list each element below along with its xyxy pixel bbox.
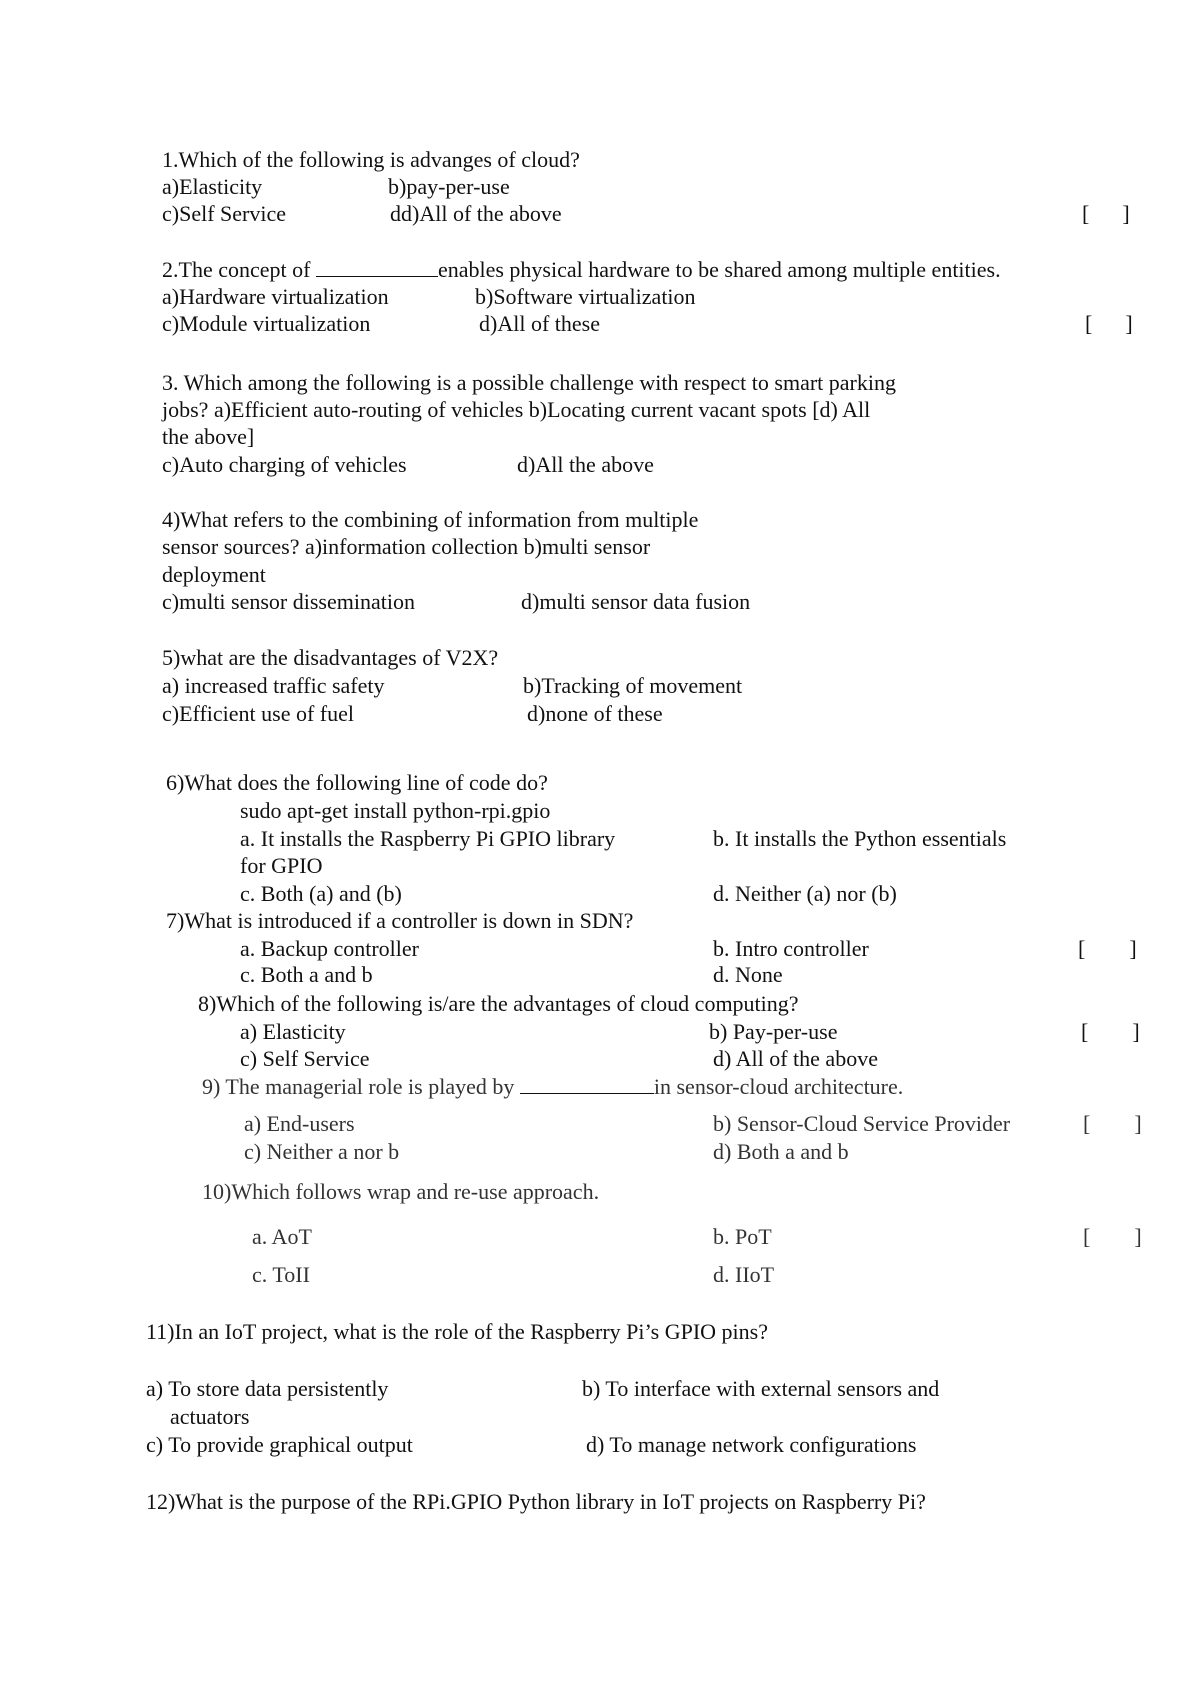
q8-option-a: a) Elasticity — [240, 1019, 346, 1044]
q9-option-a: a) End-users — [244, 1111, 355, 1136]
q4-stem-line2: sensor sources? a)information collection b)multi sensor — [162, 534, 651, 559]
q9-option-b: b) Sensor-Cloud Service Provider — [713, 1111, 1011, 1136]
q7-stem: 7)What is introduced if a controller is down in SDN? — [166, 908, 634, 933]
q11-option-c: c) To provide graphical output — [146, 1432, 413, 1457]
q2-option-a: a)Hardware virtualization — [162, 284, 389, 309]
q11-stem: 11)In an IoT project, what is the role of the Raspberry Pi’s GPIO pins? — [146, 1319, 768, 1344]
q10-option-b: b. PoT — [713, 1224, 772, 1249]
q5-option-d: d)none of these — [527, 701, 663, 726]
q5-option-b: b)Tracking of movement — [523, 673, 743, 698]
q6-option-a-cont: for GPIO — [240, 853, 323, 878]
q4-stem-line3: deployment — [162, 562, 266, 587]
q1-option-a: a)Elasticity — [162, 174, 263, 199]
q2-stem — [162, 257, 1001, 283]
q1-option-d: dd)All of the above — [390, 201, 562, 226]
q8-option-b: b) Pay-per-use — [709, 1019, 838, 1044]
q8-stem: 8)Which of the following is/are the advantages of cloud computing? — [198, 991, 799, 1016]
q2-answer-box: [ ] — [1085, 311, 1133, 336]
q6-option-b: b. It installs the Python essentials — [713, 826, 1007, 851]
q8-option-d: d) All of the above — [713, 1046, 878, 1071]
q7-option-b: b. Intro controller — [713, 936, 869, 961]
q6-option-a: a. It installs the Raspberry Pi GPIO library — [240, 826, 616, 851]
q3-stem-line3: the above] — [162, 424, 255, 449]
q6-code-line: sudo apt-get install python-rpi.gpio — [240, 798, 551, 823]
q10-option-d: d. IIoT — [713, 1262, 775, 1287]
q5-option-c: c)Efficient use of fuel — [162, 701, 355, 726]
q4-option-c: c)multi sensor dissemination — [162, 589, 415, 614]
q10-stem: 10)Which follows wrap and re-use approach. — [202, 1179, 600, 1204]
q12-stem: 12)What is the purpose of the RPi.GPIO Python library in IoT projects on Raspberry Pi? — [146, 1489, 926, 1514]
q3-option-d: d)All the above — [517, 452, 654, 477]
q10-option-a: a. AoT — [252, 1224, 312, 1249]
q1-option-b: b)pay-per-use — [388, 174, 510, 199]
q11-option-b-cont: actuators — [170, 1404, 250, 1429]
q9-blank — [520, 1093, 654, 1094]
q8-answer-box: [ ] — [1081, 1019, 1140, 1044]
q9-option-c: c) Neither a nor b — [244, 1139, 400, 1164]
q2-option-b: b)Software virtualization — [475, 284, 696, 309]
q7-answer-box: [ ] — [1078, 936, 1137, 961]
q8-option-c: c) Self Service — [240, 1046, 370, 1071]
q9-option-d: d) Both a and b — [713, 1139, 849, 1164]
q6-stem: 6)What does the following line of code do? — [166, 770, 548, 795]
q7-option-d: d. None — [713, 962, 783, 987]
q5-option-a: a) increased traffic safety — [162, 673, 385, 698]
q1-stem: 1.Which of the following is advanges of cloud? — [162, 147, 580, 172]
q6-option-d: d. Neither (a) nor (b) — [713, 881, 897, 906]
q9-answer-box: [ ] — [1083, 1111, 1142, 1136]
q3-stem-line1: 3. Which among the following is a possible challenge with respect to smart parking — [162, 370, 896, 395]
q4-stem-line1: 4)What refers to the combining of information from multiple — [162, 507, 699, 532]
q7-option-c: c. Both a and b — [240, 962, 373, 987]
q11-option-b: b) To interface with external sensors and — [582, 1376, 940, 1401]
q11-option-a: a) To store data persistently — [146, 1376, 389, 1401]
q6-option-c: c. Both (a) and (b) — [240, 881, 402, 906]
q2-option-c: c)Module virtualization — [162, 311, 371, 336]
q1-option-c: c)Self Service — [162, 201, 286, 226]
q2-option-d: d)All of these — [479, 311, 600, 336]
q9-stem-start: 9) The managerial role is played by — [202, 1074, 520, 1099]
q4-option-d: d)multi sensor data fusion — [521, 589, 751, 614]
q9-stem — [202, 1074, 903, 1100]
q2-stem-end: enables physical hardware to be shared among multiple entities. — [437, 257, 1001, 282]
q3-stem-line2: jobs? a)Efficient auto-routing of vehicles b)Locating current vacant spots [d) All — [162, 397, 871, 422]
q2-stem-start: 2.The concept of — [162, 257, 316, 282]
q5-stem: 5)what are the disadvantages of V2X? — [162, 645, 499, 670]
q10-answer-box: [ ] — [1083, 1224, 1142, 1249]
q9-stem-end: in sensor-cloud architecture. — [653, 1074, 904, 1099]
q3-option-c: c)Auto charging of vehicles — [162, 452, 407, 477]
q2-blank — [316, 276, 438, 277]
q7-option-a: a. Backup controller — [240, 936, 419, 961]
q10-option-c: c. ToII — [252, 1262, 310, 1287]
q1-answer-box: [ ] — [1082, 201, 1130, 226]
q11-option-d: d) To manage network configurations — [586, 1432, 917, 1457]
